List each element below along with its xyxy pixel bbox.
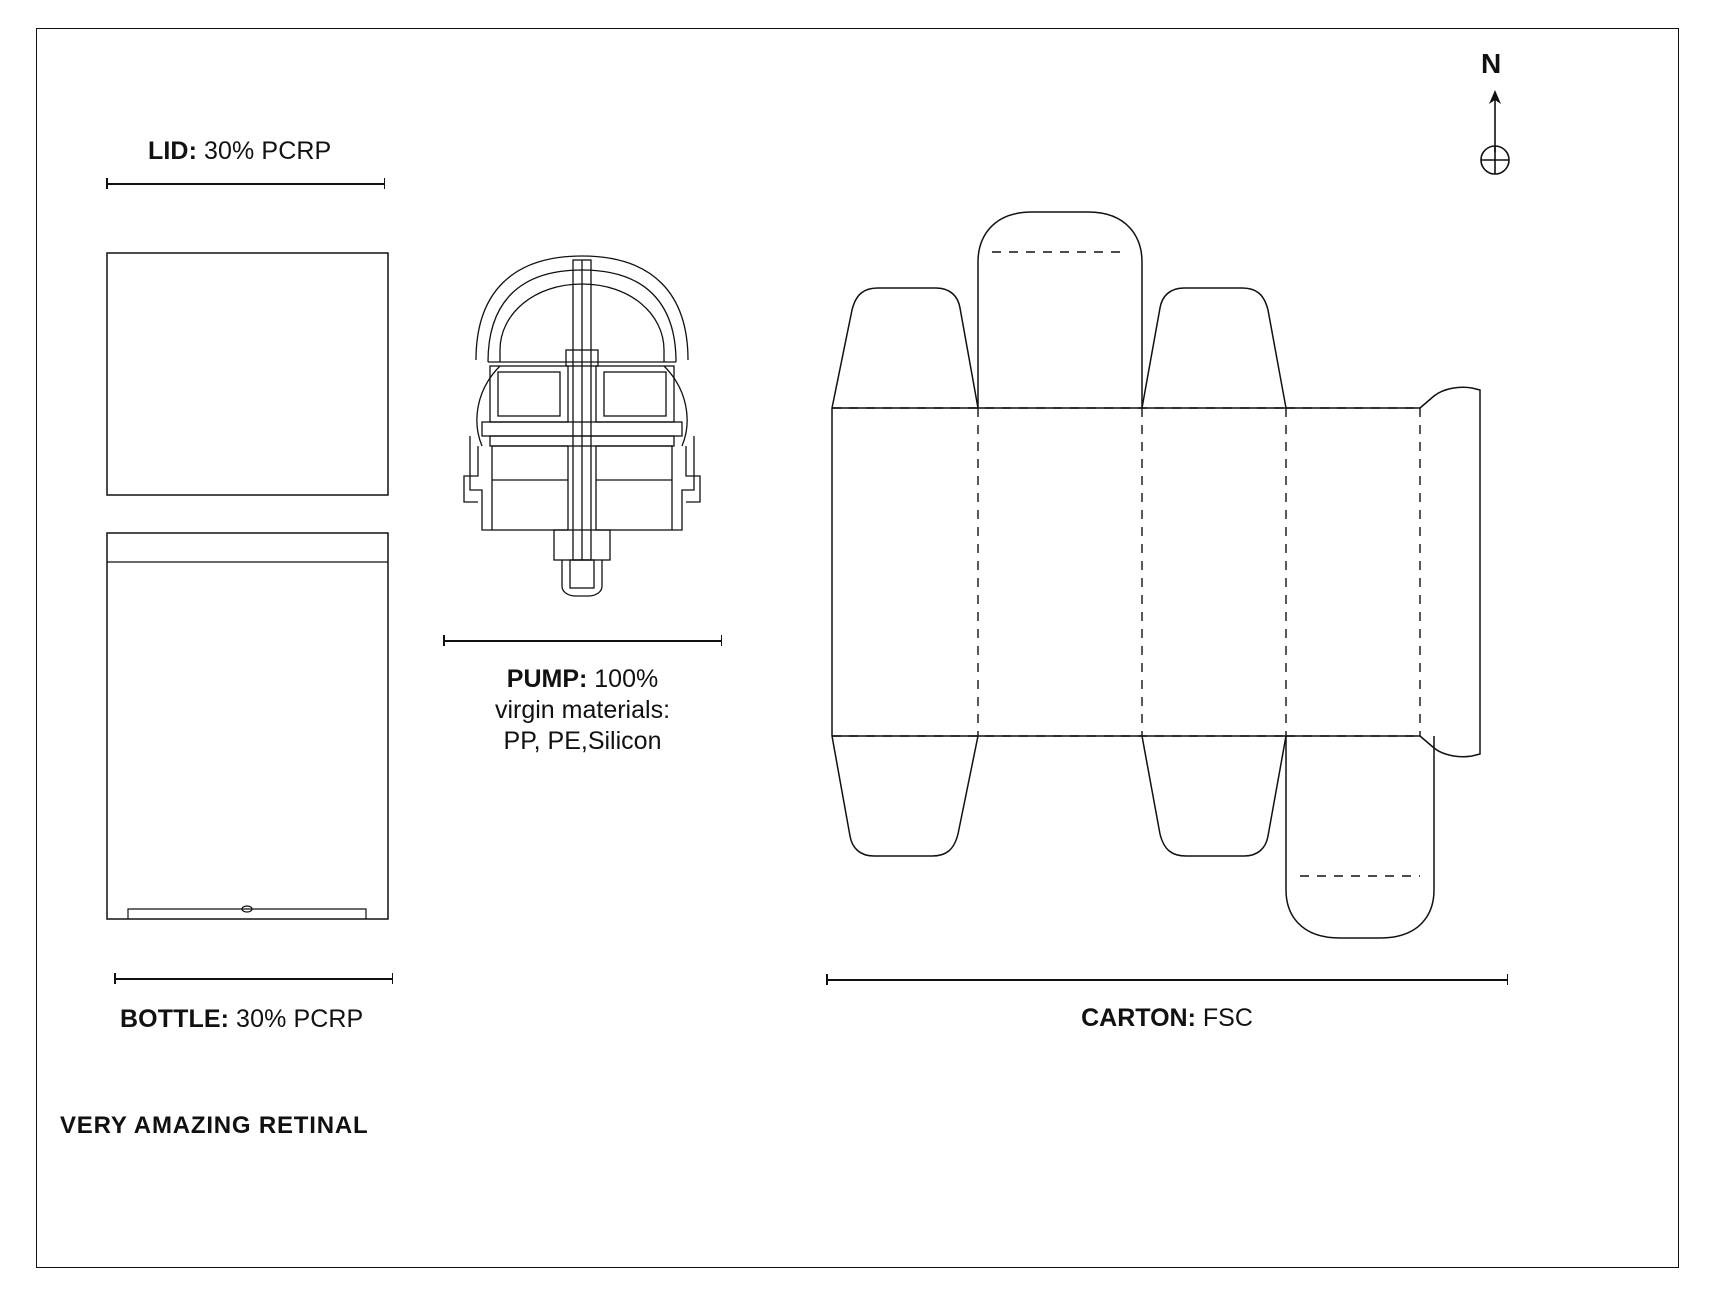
bottle-drawing xyxy=(106,532,396,932)
lid-dimension-rule xyxy=(106,183,385,185)
pump-label: PUMP: 100% virgin materials: PP, PE,Silicon xyxy=(443,664,722,757)
north-arrow-icon xyxy=(1457,48,1547,188)
pump-drawing xyxy=(430,240,740,610)
page-title: VERY AMAZING RETINAL xyxy=(60,1112,369,1139)
lid-drawing xyxy=(106,252,396,507)
lid-label: LID: 30% PCRP xyxy=(148,137,332,165)
north-label: N xyxy=(1481,48,1502,79)
carton-label: CARTON: FSC xyxy=(1081,1004,1253,1032)
pump-dimension-rule xyxy=(443,640,722,642)
pump-label-line3: PP, PE,Silicon xyxy=(503,727,662,755)
carton-dimension-rule xyxy=(826,979,1508,981)
pump-label-line2: virgin materials: xyxy=(494,696,671,724)
bottle-label: BOTTLE: 30% PCRP xyxy=(120,1005,364,1033)
north-orientation-marker xyxy=(1457,48,1547,188)
bottle-dimension-rule xyxy=(114,978,393,980)
carton-dieline-drawing xyxy=(820,190,1540,950)
